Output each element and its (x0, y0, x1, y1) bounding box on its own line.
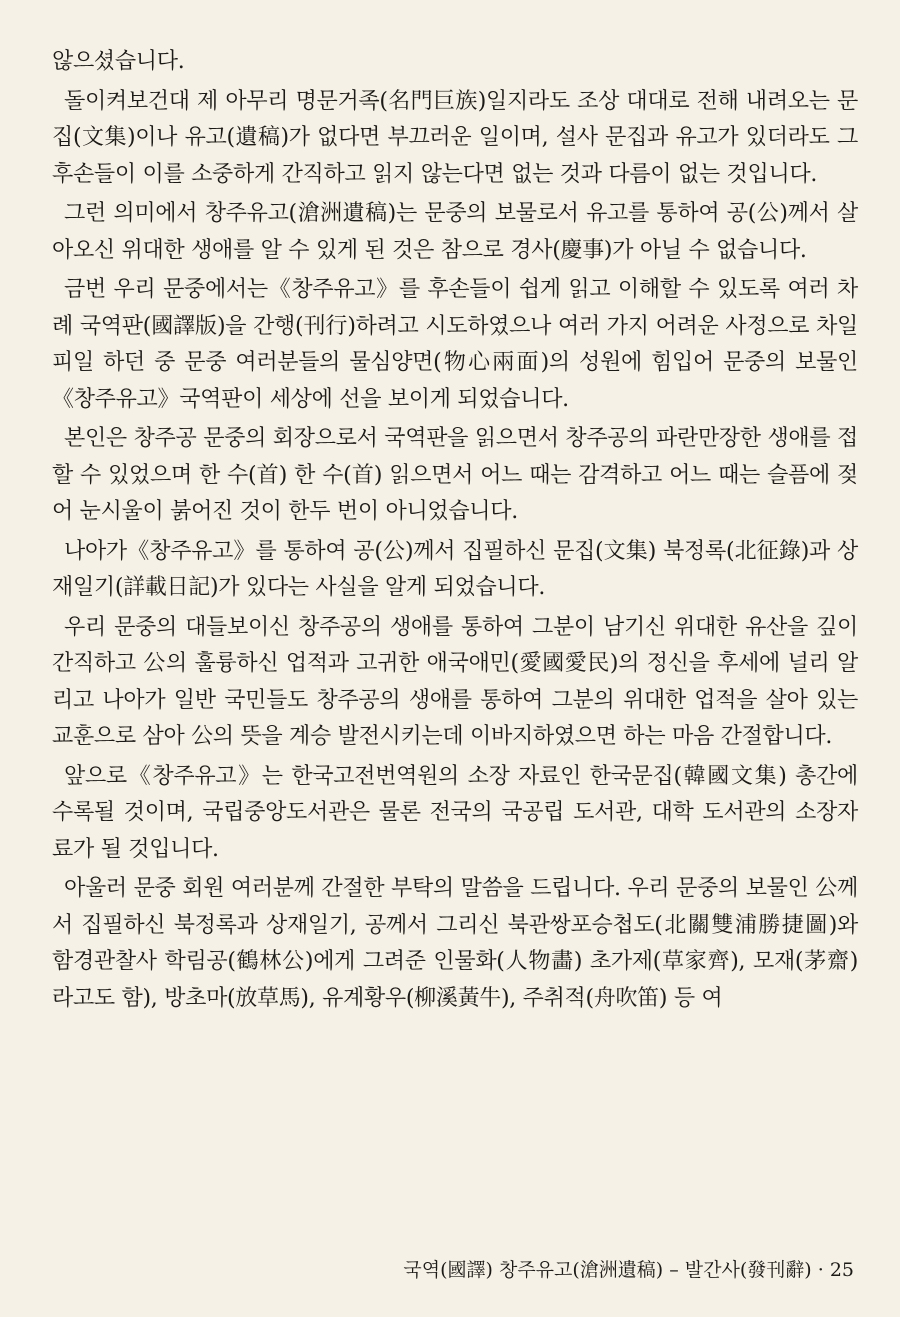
paragraph: 그런 의미에서 창주유고(滄洲遺稿)는 문중의 보물로서 유고를 통하여 공(公)께서 살아오신 위대한 생애를 알 수 있게 된 것은 참으로 경사(慶事)가 아닐 수 없습니다. (52, 201, 858, 263)
paragraph: 금번 우리 문중에서는《창주유고》를 후손들이 쉽게 읽고 이해할 수 있도록 여러 차례 국역판(國譯版)을 간행(刊行)하려고 시도하였으나 여러 가지 어려운 사정으로 차일피일 하던 중 문중 여러분들의 물심양면(物心兩面)의 성원에 힘입어 문중의 보물인《창주유고》국역판이 세상에 선을 보이게 되었습니다. (52, 277, 858, 412)
footer-separator: · (817, 1259, 824, 1281)
paragraph: 아울러 문중 회원 여러분께 간절한 부탁의 말씀을 드립니다. 우리 문중의 보물인 公께서 집필하신 북정록과 상재일기, 공께서 그리신 북관쌍포승첩도(北關雙浦勝捷圖)와 함경관찰사 학림공(鶴林公)에게 그려준 인물화(人物畵) 초가제(草家齊), 모재(茅齋)라고도 함), 방초마(放草馬), 유계황우(柳溪黃牛), 주취적(舟吹笛) 등 여 (52, 876, 858, 1011)
paragraph-continuation: 않으셨습니다. (52, 49, 185, 74)
running-title: 국역(國譯) 창주유고(滄洲遺稿) – 발간사(發刊辭) (403, 1259, 812, 1281)
paragraph: 돌이켜보건대 제 아무리 명문거족(名門巨族)일지라도 조상 대대로 전해 내려오는 문집(文集)이나 유고(遺稿)가 없다면 부끄러운 일이며, 설사 문집과 유고가 있더라도 그 후손들이 이를 소중하게 간직하고 읽지 않는다면 없는 것과 다름이 없는 것입니다. (52, 88, 858, 187)
paragraph: 앞으로《창주유고》는 한국고전번역원의 소장 자료인 한국문집(韓國文集) 총간에 수록될 것이며, 국립중앙도서관은 물론 전국의 국공립 도서관, 대학 도서관의 소장자료가 될 것입니다. (52, 763, 858, 862)
paragraph: 나아가《창주유고》를 통하여 공(公)께서 집필하신 문집(文集) 북정록(北征錄)과 상재일기(詳載日記)가 있다는 사실을 알게 되었습니다. (52, 538, 858, 600)
paragraph: 본인은 창주공 문중의 회장으로서 국역판을 읽으면서 창주공의 파란만장한 생애를 접할 수 있었으며 한 수(首) 한 수(首) 읽으면서 어느 때는 감격하고 어느 때는 슬픔에 젖어 눈시울이 붉어진 것이 한두 번이 아니었습니다. (52, 426, 858, 524)
page-number: 25 (829, 1259, 854, 1281)
paragraph: 우리 문중의 대들보이신 창주공의 생애를 통하여 그분이 남기신 위대한 유산을 깊이 간직하고 公의 훌륭하신 업적과 고귀한 애국애민(愛國愛民)의 정신을 후세에 널리 알리고 나아가 일반 국민들도 창주공의 생애를 통하여 그분의 위대한 업적을 살아 있는 교훈으로 삼아 公의 뜻을 계승 발전시키는데 이바지하였으면 하는 마음 간절합니다. (52, 614, 858, 749)
page-footer (403, 1256, 854, 1284)
